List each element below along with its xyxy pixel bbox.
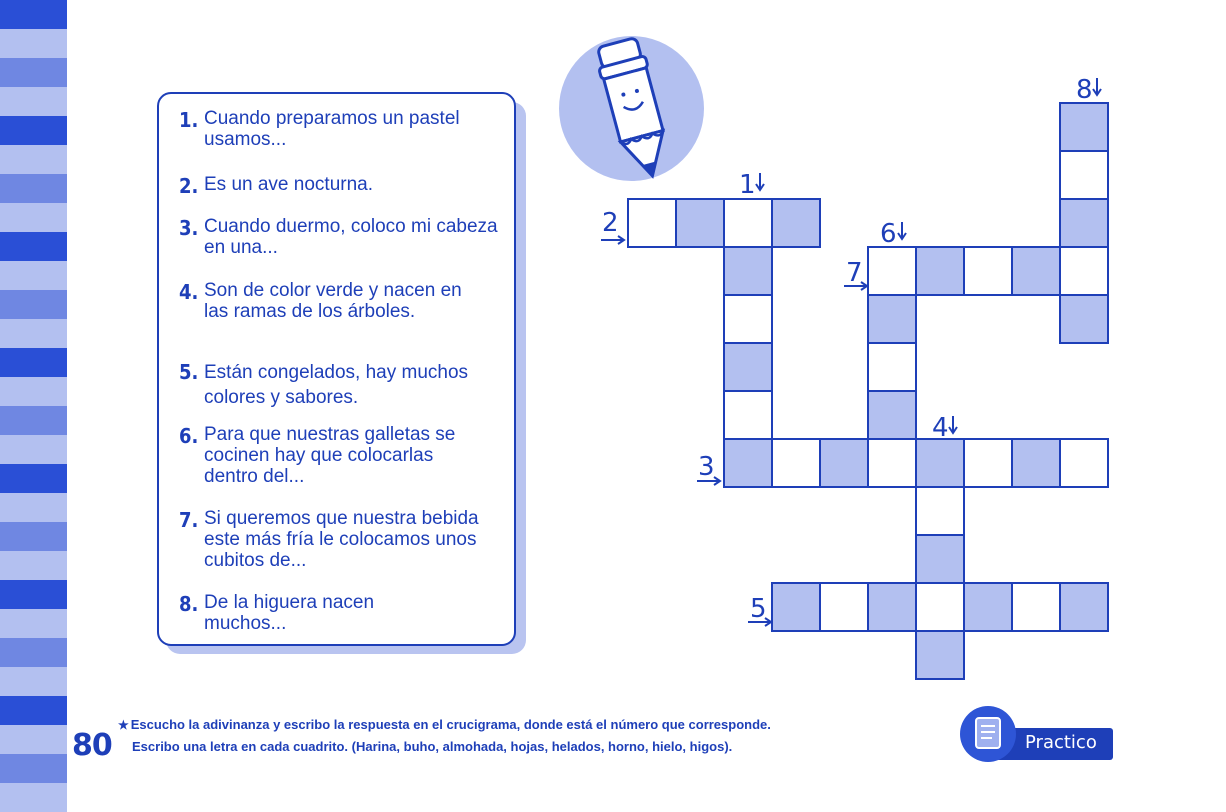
- crossword-cell[interactable]: [676, 199, 724, 247]
- instructions: [118, 714, 771, 758]
- crossword-number-8: 8: [1076, 75, 1093, 105]
- crossword-cell[interactable]: [1060, 151, 1108, 199]
- clue-text: Cuando preparamos un pastel usamos...: [204, 108, 460, 150]
- crossword-cell[interactable]: [820, 439, 868, 487]
- arrow-down-icon: [756, 173, 764, 190]
- clue-text: Es un ave nocturna.: [204, 174, 373, 195]
- crossword-cell[interactable]: [868, 343, 916, 391]
- clue-text: Si queremos que nuestra bebida este más fría le colocamos unos cubitos de...: [204, 508, 479, 571]
- clue-number: 8.: [179, 592, 199, 616]
- crossword-cell[interactable]: [964, 439, 1012, 487]
- crossword-cell[interactable]: [724, 439, 772, 487]
- arrow-down-icon: [1093, 78, 1101, 95]
- crossword-cell[interactable]: [820, 583, 868, 631]
- crossword-number-3: 3: [698, 452, 715, 482]
- crossword-cell[interactable]: [916, 535, 964, 583]
- crossword-cell[interactable]: [772, 199, 820, 247]
- clue-number: 4.: [179, 280, 199, 304]
- clue-number: 1.: [179, 108, 199, 132]
- crossword-cell[interactable]: [1060, 103, 1108, 151]
- crossword-cell[interactable]: [916, 631, 964, 679]
- crossword-cell[interactable]: [1060, 295, 1108, 343]
- crossword-cell[interactable]: [964, 583, 1012, 631]
- crossword-cell[interactable]: [916, 439, 964, 487]
- crossword-cell[interactable]: [1060, 199, 1108, 247]
- crossword-cell[interactable]: [1060, 247, 1108, 295]
- crossword-cell[interactable]: [724, 295, 772, 343]
- notebook-icon-circle: [960, 706, 1016, 762]
- clue-text: Están congelados, hay muchos colores y sabores.: [204, 362, 469, 408]
- crossword-cell[interactable]: [1012, 247, 1060, 295]
- crossword-number-4: 4: [932, 413, 949, 443]
- crossword-cell[interactable]: [724, 199, 772, 247]
- crossword-cell[interactable]: [628, 199, 676, 247]
- crossword-cell[interactable]: [772, 583, 820, 631]
- crossword-cell[interactable]: [868, 439, 916, 487]
- crossword-cell[interactable]: [724, 391, 772, 439]
- clue-number: 7.: [179, 508, 199, 532]
- crossword-number-7: 7: [846, 258, 863, 288]
- crossword-cell[interactable]: [724, 247, 772, 295]
- arrow-down-icon: [949, 416, 957, 433]
- crossword-cell[interactable]: [916, 487, 964, 535]
- practico-label: Practico: [1025, 732, 1097, 753]
- crossword-cell[interactable]: [916, 583, 964, 631]
- star-icon: ★: [118, 718, 129, 732]
- crossword-number-6: 6: [880, 219, 897, 249]
- crossword-cell[interactable]: [1012, 583, 1060, 631]
- crossword-number-1: 1: [739, 170, 756, 200]
- crossword-number-2: 2: [602, 208, 619, 238]
- clue-text: Cuando duermo, coloco mi cabeza en una...: [204, 216, 498, 258]
- crossword-cell[interactable]: [916, 247, 964, 295]
- instructions-line-2: Escribo una letra en cada cuadrito. (Harina, buho, almohada, hojas, helados, horno, hielo, higos).: [132, 739, 733, 754]
- crossword-cell[interactable]: [772, 439, 820, 487]
- page-number: 80: [72, 728, 112, 763]
- crossword-cell[interactable]: [1060, 583, 1108, 631]
- clue-number: 2.: [179, 174, 199, 198]
- clue-number: 3.: [179, 216, 199, 240]
- crossword-cell[interactable]: [1060, 439, 1108, 487]
- clue-number: 6.: [179, 424, 199, 448]
- crossword-cell[interactable]: [964, 247, 1012, 295]
- arrow-down-icon: [898, 222, 906, 239]
- clue-text: De la higuera nacen muchos...: [204, 592, 375, 634]
- clue-text: Para que nuestras galletas se cocinen hay que colocarlas dentro del...: [204, 424, 456, 487]
- crossword-number-5: 5: [750, 594, 767, 624]
- crossword-cell[interactable]: [724, 343, 772, 391]
- crossword-cell[interactable]: [868, 391, 916, 439]
- notebook-icon: [960, 706, 1016, 762]
- crossword-cell[interactable]: [868, 295, 916, 343]
- clue-text: Son de color verde y nacen en las ramas de los árboles.: [204, 280, 462, 322]
- crossword-cell[interactable]: [868, 247, 916, 295]
- crossword-cell[interactable]: [1012, 439, 1060, 487]
- clue-number: 5.: [179, 360, 199, 384]
- practico-badge: [960, 706, 1120, 766]
- crossword-cell[interactable]: [868, 583, 916, 631]
- instructions-line-1: Escucho la adivinanza y escribo la respuesta en el crucigrama, donde está el número que corresponde.: [130, 717, 771, 732]
